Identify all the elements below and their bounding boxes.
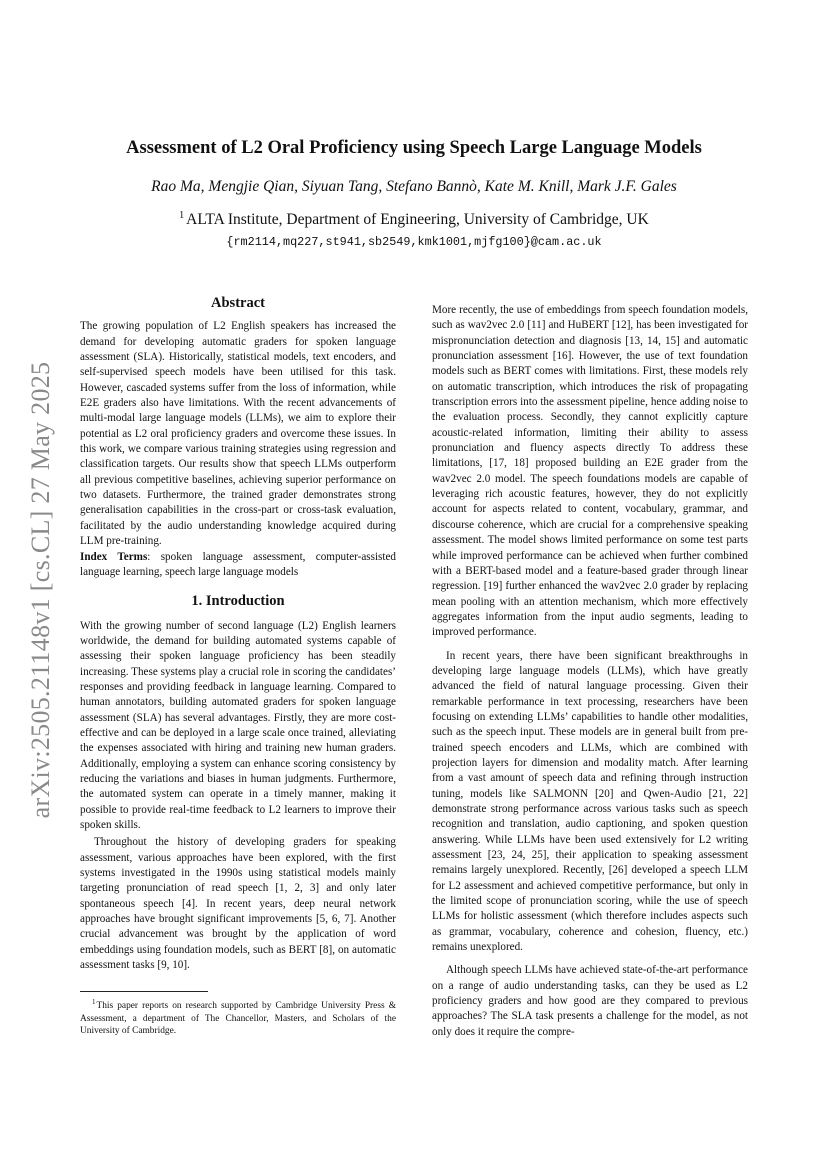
abstract-heading: Abstract [211, 295, 265, 311]
intro-paragraph-3: More recently, the use of embeddings from speech foundation models, such as wav2vec 2.0 [11] and HuBERT [12], has been investigated for mispronunciation detection and diagnosis [13, 14, 15] and automatic pronunciation assessment [16]. However, the use of text foundation models such as BERT comes with limitations. First, these models rely on automatic transcription, which introduces the risk of propagating transcription errors into the assessment pipeline, hence adding noise to the evaluation process. Secondly, they cannot explicitly capture acoustic-related information, limiting their ability to assess pronunciation and fluency aspects directly To address these limitations, [17, 18] proposed building an E2E grader from the wav2vec 2.0 model. The speech foundations models are capable of leveraging rich acoustic features, however, they do not explicitly account for aspects related to content, vocabulary, grammar, and discourse coherence, which are crucial for a comprehensive speaking assessment. The model shows limited performance on some test parts while improved performance can be achieved when further combined with a BERT-based model and a feature-based grader through linear regression. [19] further enhanced the wav2vec 2.0 grader by replacing mean pooling with an attention mechanism, which more effectively aggregates information from the input audio segments, leading to improved performance. [432, 304, 748, 639]
arxiv-stamp [8, 340, 74, 840]
author-emails[interactable]: {rm2114,mq227,st941,sb2549,kmk1001,mjfg100}@cam.ac.uk [226, 235, 602, 249]
affiliation-text: ALTA Institute, Department of Engineering, University of Cambridge, UK [186, 211, 649, 228]
intro-paragraph-5: Although speech LLMs have achieved state-of-the-art performance on a range of audio understanding tasks, can they be used as L2 proficiency graders and how good are they compared to previous approaches? The SLA task presents a challenge for the model, as not only does it require the compre- [432, 964, 748, 1038]
abstract-text: The growing population of L2 English speakers has increased the demand for developing automatic graders for spoken language assessment (SLA). Historically, statistical models, text encoders, and self-supervised speech models have been utilised for this task. However, cascaded systems suffer from the loss of information, while E2E graders also have limitations. With the recent advancements of multi-modal large language models (LLMs), we aim to explore their potential as L2 oral proficiency graders and overcome these issues. In this work, we compare various training strategies using regression and classification targets. Our results show that speech LLMs outperform all previous competitive baselines, achieving superior performance on two datasets. Furthermore, the trained grader demonstrates strong generalisation capabilities in the cross-part or cross-task evaluation, facilitated by the audio understanding knowledge acquired during LLM pre-training. [80, 320, 396, 548]
index-terms [80, 550, 396, 581]
index-terms-label: Index Terms [80, 550, 148, 563]
author-list: Rao Ma, Mengjie Qian, Siyuan Tang, Stefano Bannò, Kate M. Knill, Mark J.F. Gales [151, 178, 677, 195]
footnote [80, 996, 396, 1038]
affiliation [80, 210, 748, 229]
intro-paragraph-1: With the growing number of second language (L2) English learners worldwide, the demand for building automated systems capable of assessing their spoken language proficiency has been steadily increasing. These systems play a crucial role in scoring the candidates’ responses and providing feedback in language learning. Compared to human annotators, building automated graders for spoken language assessment (SLA) has several advantages. Firstly, they are more cost-effective and can be deployed in a large scale once trained, alleviating the expenses associated with hiring and training new human graders. Additionally, employing a system can enhance scoring consistency by reducing the variations and biases in human judgments. Furthermore, the automated system can operate in a timely manner, making it possible to provide real-time feedback to L2 learners to improve their spoken skills. [80, 619, 396, 831]
left-column [80, 296, 396, 973]
right-column [432, 303, 748, 1040]
affiliation-mark: 1 [179, 210, 185, 221]
footnote-divider [80, 991, 208, 992]
paper-title: Assessment of L2 Oral Proficiency using Speech Large Language Models [126, 138, 702, 158]
arxiv-identifier[interactable]: arXiv:2505.21148v1 [cs.CL] 27 May 2025 [26, 361, 55, 819]
introduction-heading: 1. Introduction [191, 593, 285, 610]
intro-paragraph-4: In recent years, there have been significant breakthroughs in developing large language models (LLMs), which have greatly advanced the field of natural language processing. Given their remarkable performance in text processing, researchers have been focusing on extending LLMs’ capabilities to handle other modalities, such as the speech input. These models are in general built from pre-trained speech encoders and LLMs, which are combined with projection layers for dimension and modality match. After learning from a vast amount of speech data and refining through instruction tuning, models like SALMONN [20] and Qwen-Audio [21, 22] demonstrate strong performance across various tasks such as speech recognition and translation, audio captioning, and spoken question answering. While LLMs have been used extensively for L2 writing assessment [23, 24, 25], their application to speaking assessment remains largely unexplored. Recently, [26] developed a speech LLM for L2 assessment and achieved competitive performance, but only in the limited scope of pronunciation scoring, while the use of speech LLMs for holistic assessment (which therefore includes aspects such as grammar, vocabulary, coherence and cohesion, fluency, etc.) remains unexplored. [432, 649, 748, 954]
footnote-mark: 1 [92, 998, 96, 1006]
footnote-text: This paper reports on research supported by Cambridge University Press & Assessment, a department of The Chancellor, Masters, and Scholars of the University of Cambridge. [80, 1001, 396, 1036]
index-terms-text: : spoken language assessment, computer-assisted language learning, speech large language models [80, 550, 396, 578]
intro-paragraph-2: Throughout the history of developing graders for speaking assessment, various approaches have been explored, with the first systems investigated in the 1990s using statistical models mainly targeting pronunciation of read speech [1, 2, 3] and only later spontaneous speech [4]. In recent years, deep neural network approaches have brought significant improvements [5, 6, 7]. Another crucial advancement was brought by the application of word embeddings using foundation models, such as BERT [8], on automatic assessment tasks [9, 10]. [80, 836, 396, 972]
